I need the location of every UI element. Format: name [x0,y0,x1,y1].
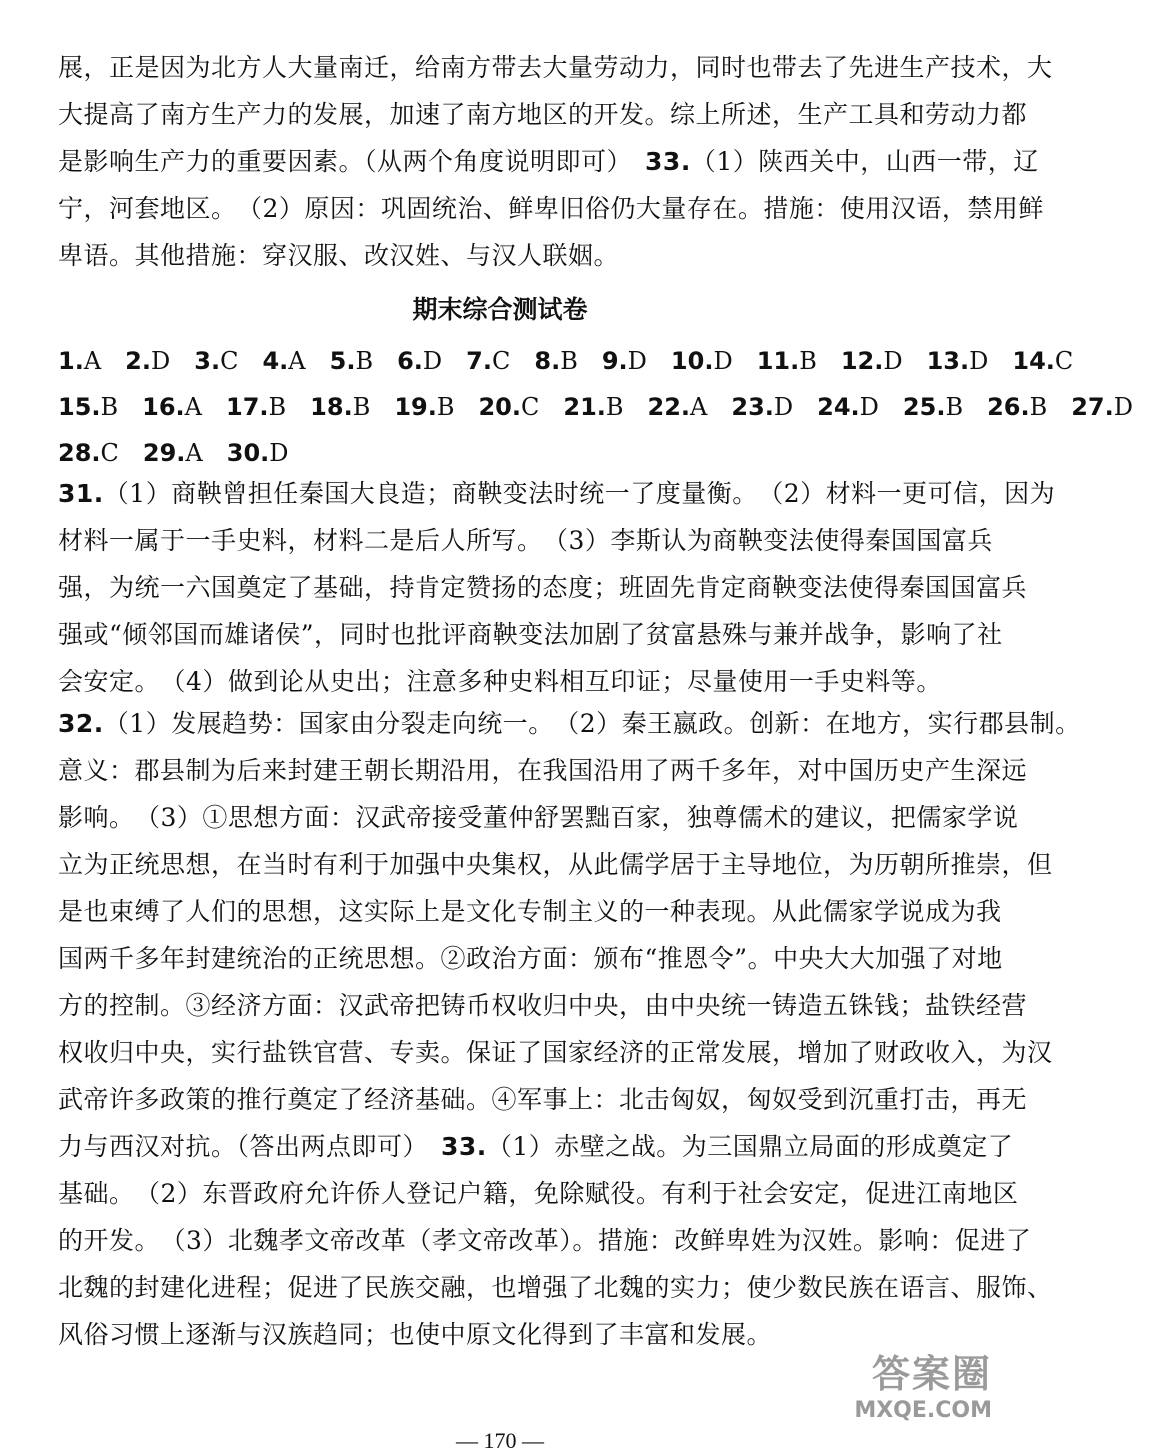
answer-number: 21. [563,393,606,421]
answer-number: 29. [142,439,186,467]
answer-item [563,384,623,430]
text-line: 展，正是因为北方人大量南迁，给南方带去大量劳动力，同时也带去了先进生产技术，大 [58,53,1053,82]
answer-item [841,338,903,384]
question-32-answer [58,700,1081,1358]
answer-letter: C [220,347,239,375]
question-number: 33. [441,1132,487,1161]
text-line: 立为正统思想，在当时有利于加强中央集权，从此儒学居于主导地位，为历朝所推崇，但 [58,850,1053,879]
text-segment: （1）商鞅曾担任秦国大良造；商鞅变法时统一了度量衡。 （2）材料一更可信，因为 [103,479,1056,508]
answer-number: 1. [58,347,84,375]
answer-item [927,338,989,384]
answer-letter: B [605,393,624,421]
answer-number: 28. [58,439,101,467]
answer-number: 2. [125,347,151,375]
answer-number: 5. [329,347,356,375]
answer-number: 6. [397,347,423,375]
answer-letter: B [1029,393,1048,421]
answer-letter: B [799,347,817,375]
text-line: 北魏的封建化进程；促进了民族交融，也增强了北魏的实力；使少数民族在语言、服饰、 [58,1273,1053,1302]
answer-letter: D [713,347,733,375]
answer-item [1071,384,1133,430]
answer-number: 10. [670,347,714,375]
watermark-logo: 答案圈 [871,1352,992,1396]
answer-number: 19. [394,393,437,421]
answer-number: 26. [987,393,1030,421]
text-line: 材料一属于一手史料，材料二是后人所写。 （3）李斯认为商鞅变法使得秦国国富兵 [58,526,993,555]
answer-number: 3. [194,347,221,375]
answer-letter: A [690,393,708,421]
answer-item [903,384,963,430]
answer-row [58,338,1074,384]
answer-letter: B [560,347,578,375]
answer-item [142,384,202,430]
answer-number: 9. [601,347,628,375]
answer-number: 16. [142,393,185,421]
answer-item [731,384,793,430]
question-number: 33. [645,147,691,176]
answer-row [58,384,1133,430]
multiple-choice-answers [58,338,1133,476]
answer-letter: B [352,393,371,421]
answer-number: 25. [902,393,946,421]
text-line: 影响。 （3）①思想方面：汉武帝接受董仲舒罢黜百家，独尊儒术的建议，把儒家学说 [58,803,1019,832]
text-line: 武帝许多政策的推行奠定了经济基础。④军事上：北击匈奴，匈奴受到沉重打击，再无 [58,1085,1028,1114]
answer-letter: C [100,439,119,467]
text-line: 强或“倾邻国而雄诸侯”，同时也批评商鞅变法加剧了贫富悬殊与兼并战争，影响了社 [58,620,1003,649]
answer-letter: D [859,393,879,421]
answer-letter: D [422,347,443,375]
answer-number: 7. [466,347,492,375]
answer-letter: C [521,393,540,421]
answer-letter: C [1054,347,1074,375]
text-line: 宁，河套地区。 （2）原因：巩固统治、鲜卑旧俗仍大量存在。措施：使用汉语，禁用鲜 [58,194,1044,223]
answer-letter: D [269,439,289,467]
answer-letter: D [883,347,903,375]
answer-number: 23. [731,393,774,421]
answer-number: 20. [478,393,521,421]
question-number: 31. [58,479,104,508]
answer-letter: D [151,347,171,375]
answer-number: 12. [840,347,884,375]
answer-number: 4. [262,347,289,375]
answer-item [671,338,733,384]
answer-item [397,338,442,384]
continued-answer-block [58,44,1053,279]
answer-item [262,338,305,384]
answer-item [58,384,118,430]
text-segment: （1）赤壁之战。为三国鼎立局面的形成奠定了 [486,1132,1014,1161]
text-line [58,138,1039,185]
answer-letter: D [773,393,794,421]
text-line: 会安定。 （4）做到论从史出；注意多种史料相互印证；尽量使用一手史料等。 [58,667,942,696]
text-line: 权收归中央，实行盐铁官营、专卖。保证了国家经济的正常发展，增加了财政收入，为汉 [58,1038,1053,1067]
answer-item [534,338,577,384]
answer-letter: B [100,393,119,421]
answer-letter: C [492,347,511,375]
answer-letter: D [1113,393,1133,421]
answer-item [58,338,101,384]
answer-letter: B [945,393,964,421]
text-segment: （1）发展趋势：国家由分裂走向统一。 （2）秦王嬴政。创新：在地方，实行郡县制。 [103,709,1081,738]
answer-number: 18. [310,393,353,421]
answer-letter: B [355,347,374,375]
text-line: 的开发。 （3）北魏孝文帝改革（孝文帝改革）。措施：改鲜卑姓为汉姓。影响：促进了 [58,1226,1032,1255]
answer-number: 22. [647,393,691,421]
answer-item [330,338,373,384]
text-line [58,470,1056,517]
question-number: 32. [58,709,104,738]
answer-item [125,338,170,384]
text-line: 风俗习惯上逐渐与汉族趋同；也使中原文化得到了丰富和发展。 [58,1320,773,1349]
answer-item [1012,338,1073,384]
answer-letter: A [184,393,203,421]
answer-item [394,384,454,430]
text-line: 基础。 （2）东晋政府允许侨人登记户籍，免除赋役。有利于社会安定，促进江南地区 [58,1179,1019,1208]
text-segment: （1）陕西关中，山西一带，辽 [690,147,1039,176]
answer-number: 17. [226,393,269,421]
text-segment: 力与西汉对抗。（答出两点即可） [58,1132,442,1161]
answer-number: 13. [926,347,970,375]
answer-item [226,384,286,430]
answer-item [987,384,1047,430]
text-line [58,1123,1014,1170]
page-number: — 170 — [456,1428,544,1453]
text-line: 是也束缚了人们的思想，这实际上是文化专制主义的一种表现。从此儒家学说成为我 [58,897,1002,926]
text-line: 意义：郡县制为后来封建王朝长期沿用，在我国沿用了两千多年，对中国历史产生深远 [58,756,1028,785]
answer-item [648,384,708,430]
answer-number: 30. [226,439,270,467]
answer-letter: A [288,347,306,375]
text-line: 强，为统一六国奠定了基础，持肯定赞扬的态度；班固先肯定商鞅变法使得秦国国富兵 [58,573,1028,602]
answer-item [194,338,238,384]
text-line: 方的控制。③经济方面：汉武帝把铸币权收归中央，由中央统一铸造五铢钱；盐铁经营 [58,991,1028,1020]
answer-item [757,338,817,384]
answer-item [478,384,539,430]
answer-item [817,384,879,430]
text-line: 大提高了南方生产力的发展，加速了南方地区的开发。综上所述，生产工具和劳动力都 [58,100,1028,129]
answer-number: 8. [534,347,561,375]
answer-number: 11. [756,347,800,375]
answer-letter: D [627,347,647,375]
answer-number: 27. [1071,393,1114,421]
answer-letter: D [969,347,989,375]
answer-letter: A [185,439,203,467]
answer-item [602,338,647,384]
text-line [58,700,1081,747]
text-line: 卑语。其他措施：穿汉服、改汉姓、与汉人联姻。 [58,241,620,270]
answer-item [466,338,510,384]
watermark [842,1350,992,1445]
answer-letter: B [268,393,287,421]
text-segment: 是影响生产力的重要因素。（从两个角度说明即可） [58,147,620,176]
text-line: 国两千多年封建统治的正统思想。②政治方面：颁布“推恩令”。中央大大加强了对地 [58,944,1003,973]
answer-number: 14. [1012,347,1055,375]
watermark-url: MXQE.COM [854,1398,992,1423]
answer-letter: B [436,393,455,421]
question-31-answer [58,470,1056,705]
answer-item [310,384,370,430]
section-title: 期末综合测试卷 [412,295,588,324]
answer-number: 24. [817,393,860,421]
answer-letter: A [83,347,102,375]
answer-number: 15. [58,393,101,421]
